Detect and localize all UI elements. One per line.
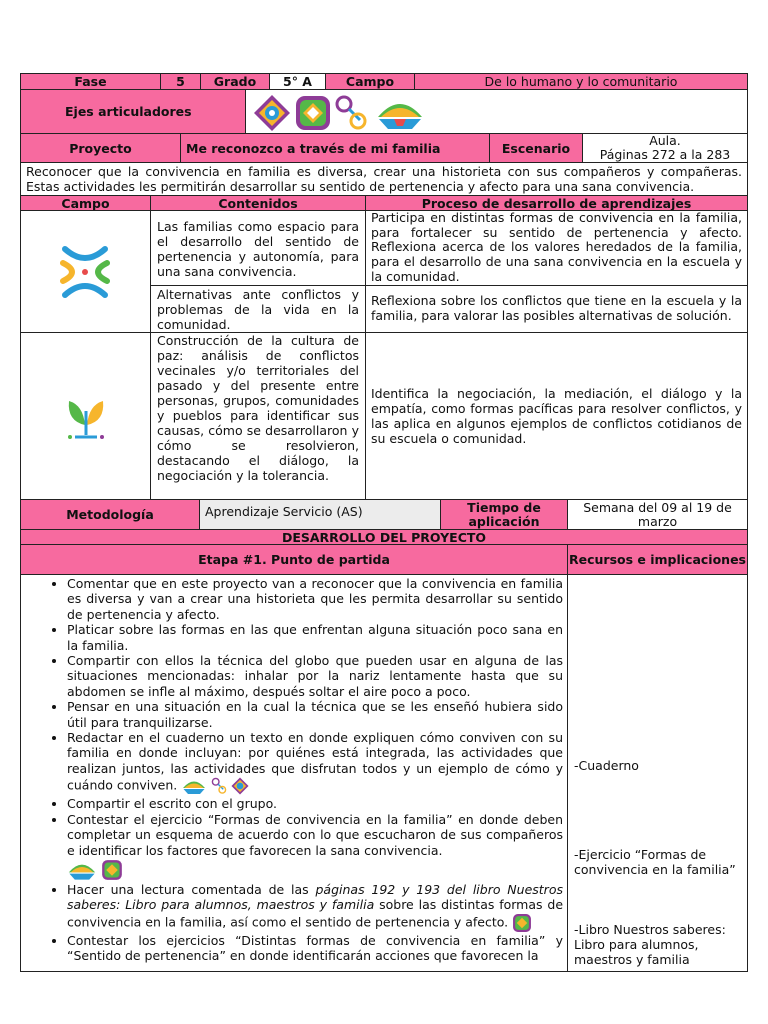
- pda-1: Participa en distintas formas de convivencia en la familia, para fortalecer su sentido de pertenencia y afecto. Reflexiona acerca de los valores heredados de la familia, para el desarrollo de una sana convivencia en la escuela y la comunidad.: [365, 210, 748, 286]
- grado-label: Grado: [200, 73, 270, 90]
- campo-icon-cell-1: [20, 210, 151, 333]
- activities-cell: [20, 574, 568, 972]
- activity-item: • Contestar el ejercicio “Formas de convivencia en la familia” en donde deben completar un esquema de acuerdo con lo que escucharon de sus compañeros e identificar los factores que favorecen la sana convivencia.: [67, 812, 567, 882]
- contenido-1: Las familias como espacio para el desarrollo del sentido de pertenencia y autonomía, para una sana convivencia.: [150, 210, 366, 286]
- tiempo-value: Semana del 09 al 19 de marzo: [567, 499, 748, 530]
- tiempo-label: Tiempo de aplicación: [440, 499, 568, 530]
- desarrollo-title: DESARROLLO DEL PROYECTO: [20, 529, 748, 545]
- igualdad-genero-icon: [334, 94, 368, 132]
- activity-item: • Compartir con ellos la técnica del globo que pueden usar en alguna de las situaciones mencionadas: inhalar por la nariz lentamente hasta que su abdomen se infle al máximo, después soltar el aire poco a poco.: [67, 653, 567, 699]
- proyecto-value: Me reconozco a través de mi familia: [180, 133, 490, 163]
- activity-item: • Hacer una lectura comentada de las páginas 192 y 193 del libro Nuestros saberes: Libro para alumnos, maestros y familia sobre las distintas formas de convivencia en la familia, así como el sentido de pertenencia y afecto.: [67, 882, 567, 933]
- recurso-item: -Cuaderno: [574, 758, 639, 773]
- campo-header: Campo: [20, 195, 151, 211]
- fase-value: 5: [160, 73, 201, 90]
- etapa-title: Etapa #1. Punto de partida: [20, 544, 568, 575]
- pensamiento-critico-icon: [512, 913, 532, 933]
- recursos-header: Recursos e implicaciones: [567, 544, 748, 575]
- vida-saludable-icon: [376, 93, 424, 133]
- escenario-value: Aula. Páginas 272 a la 283: [582, 133, 748, 163]
- metodologia-value: Aprendizaje Servicio (AS): [199, 499, 441, 530]
- activity-item: • Pensar en una situación en la cual la técnica que se les enseñó hubiera sido útil para tranquilizarse.: [67, 699, 567, 730]
- activities-list: [21, 576, 567, 964]
- recurso-item: -Ejercicio “Formas de convivencia en la familia”: [574, 847, 736, 877]
- pda-header: Proceso de desarrollo de aprendizajes: [365, 195, 748, 211]
- ejes-icons-cell: [245, 89, 748, 134]
- pda-3: Identifica la negociación, la mediación, el diálogo y la empatía, como formas pacíficas para resolver conflictos, y las aplica en algunos ejemplos de conflictos cotidianos de su escuela o comunidad.: [365, 332, 748, 500]
- igualdad-genero-icon: [211, 777, 227, 795]
- activity-item: • Redactar en el cuaderno un texto en donde expliquen cómo conviven con su familia en donde incluyan: por quiénes está integrada, las actividades que realizan juntos, las actividades que disfrutan todos y un ejemplo de cómo y cuándo conviven.: [67, 730, 567, 796]
- pensamiento-critico-icon: [101, 859, 123, 881]
- vida-saludable-icon: [181, 776, 207, 796]
- recursos-cell: [567, 574, 748, 972]
- activity-item: • Comentar que en este proyecto van a reconocer que la convivencia en familia es diversa y van a crear una historieta que les permita desarrollar su sentido de pertenencia y afecto.: [67, 576, 567, 622]
- pda-2: Reflexiona sobre los conflictos que tiene en la escuela y la familia, para valorar las posibles alternativas de solución.: [365, 285, 748, 333]
- campo-label: Campo: [325, 73, 415, 90]
- vida-saludable-icon: [67, 858, 97, 882]
- campo-vida-icon: [61, 391, 111, 443]
- campo-icon-cell-2: [20, 332, 151, 500]
- project-intro: Reconocer que la convivencia en familia es diversa, crear una historieta con sus compañeros y compañeras. Estas actividades les permitirán desarrollar su sentido de pertenencia y afecto para una sana convivencia.: [20, 162, 748, 196]
- fase-label: Fase: [20, 73, 161, 90]
- contenido-3: Construcción de la cultura de paz: análisis de conflictos vecinales y/o territoriales del pasado y del presente entre personas, grupos, comunidades y pueblos para identificar sus causas, cómo se desarrollaron y cómo se resolvieron, destacando el diálogo, la negociación y la tolerancia.: [150, 332, 366, 500]
- inclusion-icon: [253, 94, 291, 132]
- activity-item: • Compartir el escrito con el grupo.: [67, 796, 567, 811]
- ejes-label: Ejes articuladores: [20, 89, 246, 134]
- campo-value: De lo humano y lo comunitario: [414, 73, 748, 90]
- escenario-label: Escenario: [489, 133, 583, 163]
- metodologia-label: Metodología: [20, 499, 200, 530]
- grado-value: 5° A: [269, 73, 326, 90]
- activity-item: • Contestar los ejercicios “Distintas formas de convivencia en familia” y “Sentido de pertenencia” en donde identificarán acciones que favorecen la: [67, 933, 567, 964]
- activity-item: • Platicar sobre las formas en las que enfrentan alguna situación poco sana en la familia.: [67, 622, 567, 653]
- recurso-item: -Libro Nuestros saberes: Libro para alumnos, maestros y familia: [574, 922, 726, 967]
- pensamiento-critico-icon: [294, 94, 332, 132]
- proyecto-label: Proyecto: [20, 133, 181, 163]
- inclusion-icon: [231, 777, 249, 795]
- campo-humano-comunitario-icon: [59, 245, 111, 299]
- contenidos-header: Contenidos: [150, 195, 366, 211]
- contenido-2: Alternativas ante conflictos y problemas de la vida en la comunidad.: [150, 285, 366, 333]
